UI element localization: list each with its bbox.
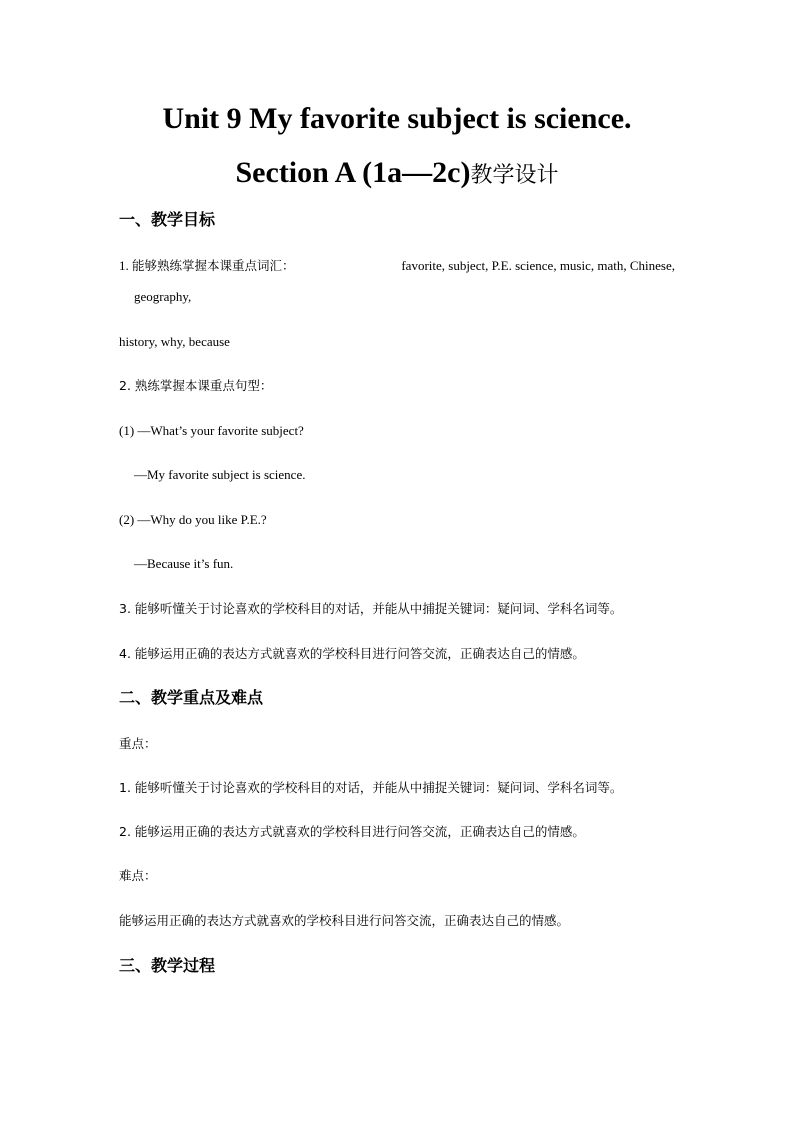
objective-1-text: 能够熟练掌握本课重点词汇：: [132, 258, 295, 273]
section-heading-objectives: 一、教学目标: [119, 210, 216, 229]
key-point-2: 2. 能够运用正确的表达方式就喜欢的学校科目进行问答交流，正确表达自己的情感。: [119, 824, 585, 839]
subtitle-english: Section A (1a—2c): [235, 156, 471, 189]
objective-1: [119, 257, 675, 275]
document-title: Unit 9 My favorite subject is science.: [162, 102, 632, 135]
difficult-points-label: 难点：: [119, 868, 157, 883]
key-points-label: 重点：: [119, 736, 157, 751]
objective-2: 2. 熟练掌握本课重点句型：: [119, 378, 273, 393]
objective-3: 3. 能够听懂关于讨论喜欢的学校科目的对话，并能从中捕捉关键词：疑问词、学科名词等。: [119, 601, 623, 616]
objective-1-words: favorite, subject, P.E. science, music, math, Chinese,: [401, 258, 675, 273]
sentence-pattern-1-question: (1) —What’s your favorite subject?: [119, 423, 304, 438]
objective-1-number: 1.: [119, 258, 129, 273]
objective-1-continued: geography,: [134, 289, 192, 304]
objective-1-words-2: history, why, because: [119, 334, 230, 349]
section-heading-process: 三、教学过程: [119, 956, 216, 975]
subtitle-chinese: 教学设计: [470, 163, 559, 188]
objective-1-label: [119, 257, 295, 275]
section-heading-key-points: 二、教学重点及难点: [119, 688, 264, 707]
difficult-point-1: 能够运用正确的表达方式就喜欢的学校科目进行问答交流，正确表达自己的情感。: [119, 913, 570, 928]
sentence-pattern-2-answer: —Because it’s fun.: [134, 556, 234, 571]
key-point-1: 1. 能够听懂关于讨论喜欢的学校科目的对话，并能从中捕捉关键词：疑问词、学科名词等。: [119, 780, 623, 795]
sentence-pattern-1-answer: —My favorite subject is science.: [134, 467, 306, 482]
objective-4: 4. 能够运用正确的表达方式就喜欢的学校科目进行问答交流，正确表达自己的情感。: [119, 646, 585, 661]
sentence-pattern-2-question: (2) —Why do you like P.E.?: [119, 512, 267, 527]
document-subtitle: [0, 155, 794, 194]
